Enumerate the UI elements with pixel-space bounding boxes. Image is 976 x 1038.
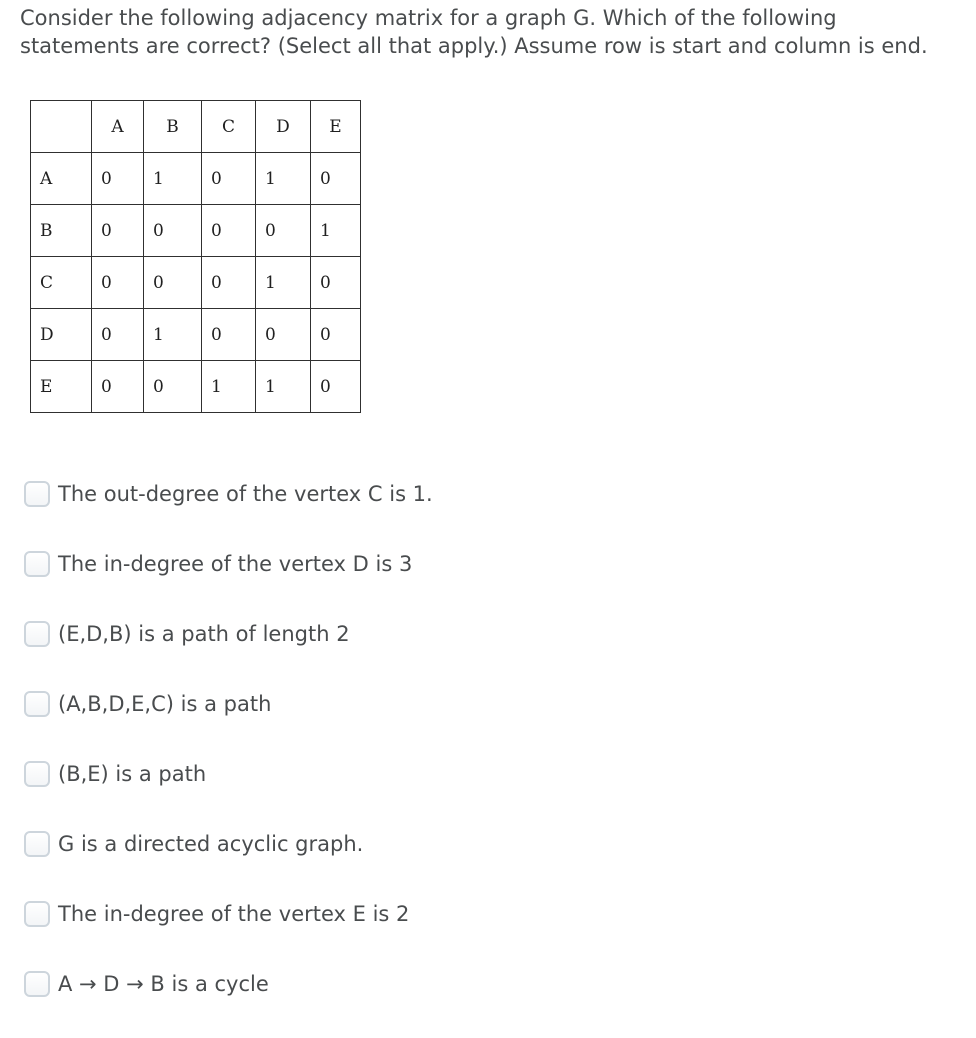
option-out-degree-c[interactable] [24,478,433,510]
row-header: A [31,153,92,205]
question-line-2: statements are correct? (Select all that apply.) Assume row is start and column is end. [20,34,928,58]
option-label[interactable]: The in-degree of the vertex E is 2 [58,902,410,926]
matrix-cell: 0 [256,309,311,361]
matrix-cell: 0 [92,257,144,309]
option-label[interactable]: The in-degree of the vertex D is 3 [58,552,413,576]
option-label[interactable]: The out-degree of the vertex C is 1. [58,482,433,506]
option-label[interactable]: (E,D,B) is a path of length 2 [58,622,350,646]
matrix-cell: 0 [202,205,256,257]
checkbox[interactable] [24,761,50,787]
matrix-cell: 0 [92,153,144,205]
matrix-header-row [31,101,361,153]
matrix-cell: 0 [92,205,144,257]
checkbox[interactable] [24,621,50,647]
column-header: E [311,101,361,153]
option-label[interactable]: (B,E) is a path [58,762,207,786]
matrix-cell: 0 [311,309,361,361]
checkbox[interactable] [24,691,50,717]
option-label[interactable]: (A,B,D,E,C) is a path [58,692,272,716]
answer-options [24,478,433,1038]
option-path-abdec[interactable] [24,688,433,720]
matrix-cell: 0 [92,361,144,413]
matrix-cell: 1 [256,361,311,413]
checkbox[interactable] [24,971,50,997]
question-text [20,4,960,60]
matrix-cell: 0 [92,309,144,361]
matrix-row [31,205,361,257]
matrix-cell: 0 [202,257,256,309]
column-header: D [256,101,311,153]
question-line-1: Consider the following adjacency matrix for a graph G. Which of the following [20,6,837,30]
matrix-cell: 1 [144,153,202,205]
matrix-cell: 0 [202,153,256,205]
option-path-be[interactable] [24,758,433,790]
checkbox[interactable] [24,481,50,507]
option-in-degree-d[interactable] [24,548,433,580]
checkbox[interactable] [24,551,50,577]
column-header: C [202,101,256,153]
matrix-cell: 1 [256,257,311,309]
option-in-degree-e[interactable] [24,898,433,930]
matrix-cell: 1 [202,361,256,413]
column-header: B [144,101,202,153]
row-header: E [31,361,92,413]
matrix-row [31,361,361,413]
row-header: D [31,309,92,361]
column-header: A [92,101,144,153]
matrix-cell: 0 [144,361,202,413]
row-header: B [31,205,92,257]
checkbox[interactable] [24,831,50,857]
matrix-cell: 1 [256,153,311,205]
matrix-cell: 0 [202,309,256,361]
matrix-row [31,257,361,309]
matrix-cell: 1 [144,309,202,361]
matrix-cell: 0 [311,257,361,309]
matrix-corner-cell [31,101,92,153]
checkbox[interactable] [24,901,50,927]
row-header: C [31,257,92,309]
adjacency-matrix [30,100,361,413]
matrix-cell: 0 [144,257,202,309]
matrix-cell: 1 [311,205,361,257]
matrix-cell: 0 [256,205,311,257]
option-label[interactable]: G is a directed acyclic graph. [58,832,364,856]
option-acyclic[interactable] [24,828,433,860]
option-cycle-adb[interactable] [24,968,433,1000]
matrix-cell: 0 [311,361,361,413]
option-path-edb[interactable] [24,618,433,650]
matrix-row [31,153,361,205]
matrix-cell: 0 [144,205,202,257]
matrix-cell: 0 [311,153,361,205]
option-label[interactable]: A → D → B is a cycle [58,972,269,996]
matrix-row [31,309,361,361]
